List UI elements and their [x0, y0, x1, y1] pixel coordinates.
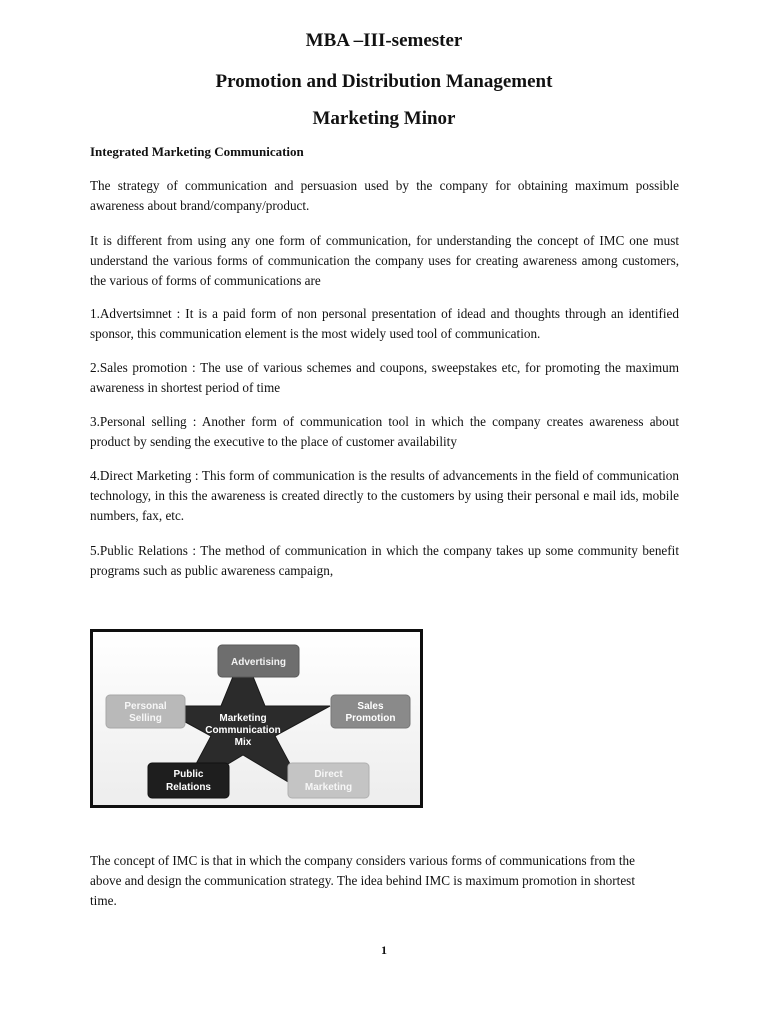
advertising-label: Advertising: [230, 657, 287, 668]
course-title: Promotion and Distribution Management: [215, 71, 553, 92]
paragraph-direct-marketing: 4.Direct Marketing : This form of communication is the results of advancements in the field of communication technology, in this the awareness is created directly to the customers by using their personal e mail ids, mobile numbers, fax, etc.: [90, 468, 679, 523]
star-center-label-line3: Mix: [234, 737, 252, 748]
public-relations-label-line1: Public: [173, 769, 204, 780]
document-title: MBA –III-semester: [305, 30, 463, 51]
direct-marketing-label-line2: Marketing: [304, 782, 353, 793]
direct-marketing-label-line1: Direct: [314, 769, 343, 780]
star-center-label-line2: Communication: [205, 725, 281, 736]
paragraph-imc-difference: It is different from using any one form of communication, for understanding the concept of IMC one must understand the various forms of communication the company uses for creating awareness among customers, the various of forms of communications are: [90, 233, 679, 288]
paragraph-public-relations: 5.Public Relations : The method of communication in which the company takes up some community benefit programs such as public awareness campaign,: [90, 543, 679, 578]
paragraph-personal-selling: 3.Personal selling : Another form of communication tool in which the company creates awareness about product by sending the executive to the place of customer availability: [90, 414, 679, 449]
star-center-label-line1: Marketing: [219, 713, 267, 724]
marketing-communication-mix-diagram: [90, 629, 423, 808]
paragraph-imc-definition: The strategy of communication and persuasion used by the company for obtaining maximum possible awareness about brand/company/product.: [90, 178, 679, 213]
sales-promotion-label-line2: Promotion: [345, 713, 396, 724]
paragraph-advertisement: 1.Advertsimnet : It is a paid form of non personal presentation of idead and thoughts through an identified sponsor, this communication element is the most widely used tool of communication.: [90, 306, 679, 341]
personal-selling-label-line2: Selling: [129, 713, 162, 724]
sales-promotion-label-line1: Sales: [357, 701, 384, 712]
page-number: 1: [381, 943, 387, 957]
personal-selling-label-line1: Personal: [124, 701, 167, 712]
paragraph-sales-promotion: 2.Sales promotion : The use of various schemes and coupons, sweepstakes etc, for promoting the maximum awareness in shortest period of time: [90, 360, 679, 395]
paragraph-imc-concept: The concept of IMC is that in which the company considers various forms of communications from the above and design the communication strategy. The idea behind IMC is maximum promotion in shortest time.: [90, 853, 635, 908]
section-heading: Integrated Marketing Communication: [90, 144, 304, 159]
public-relations-label-line2: Relations: [165, 782, 212, 793]
course-subtitle: Marketing Minor: [312, 108, 456, 129]
